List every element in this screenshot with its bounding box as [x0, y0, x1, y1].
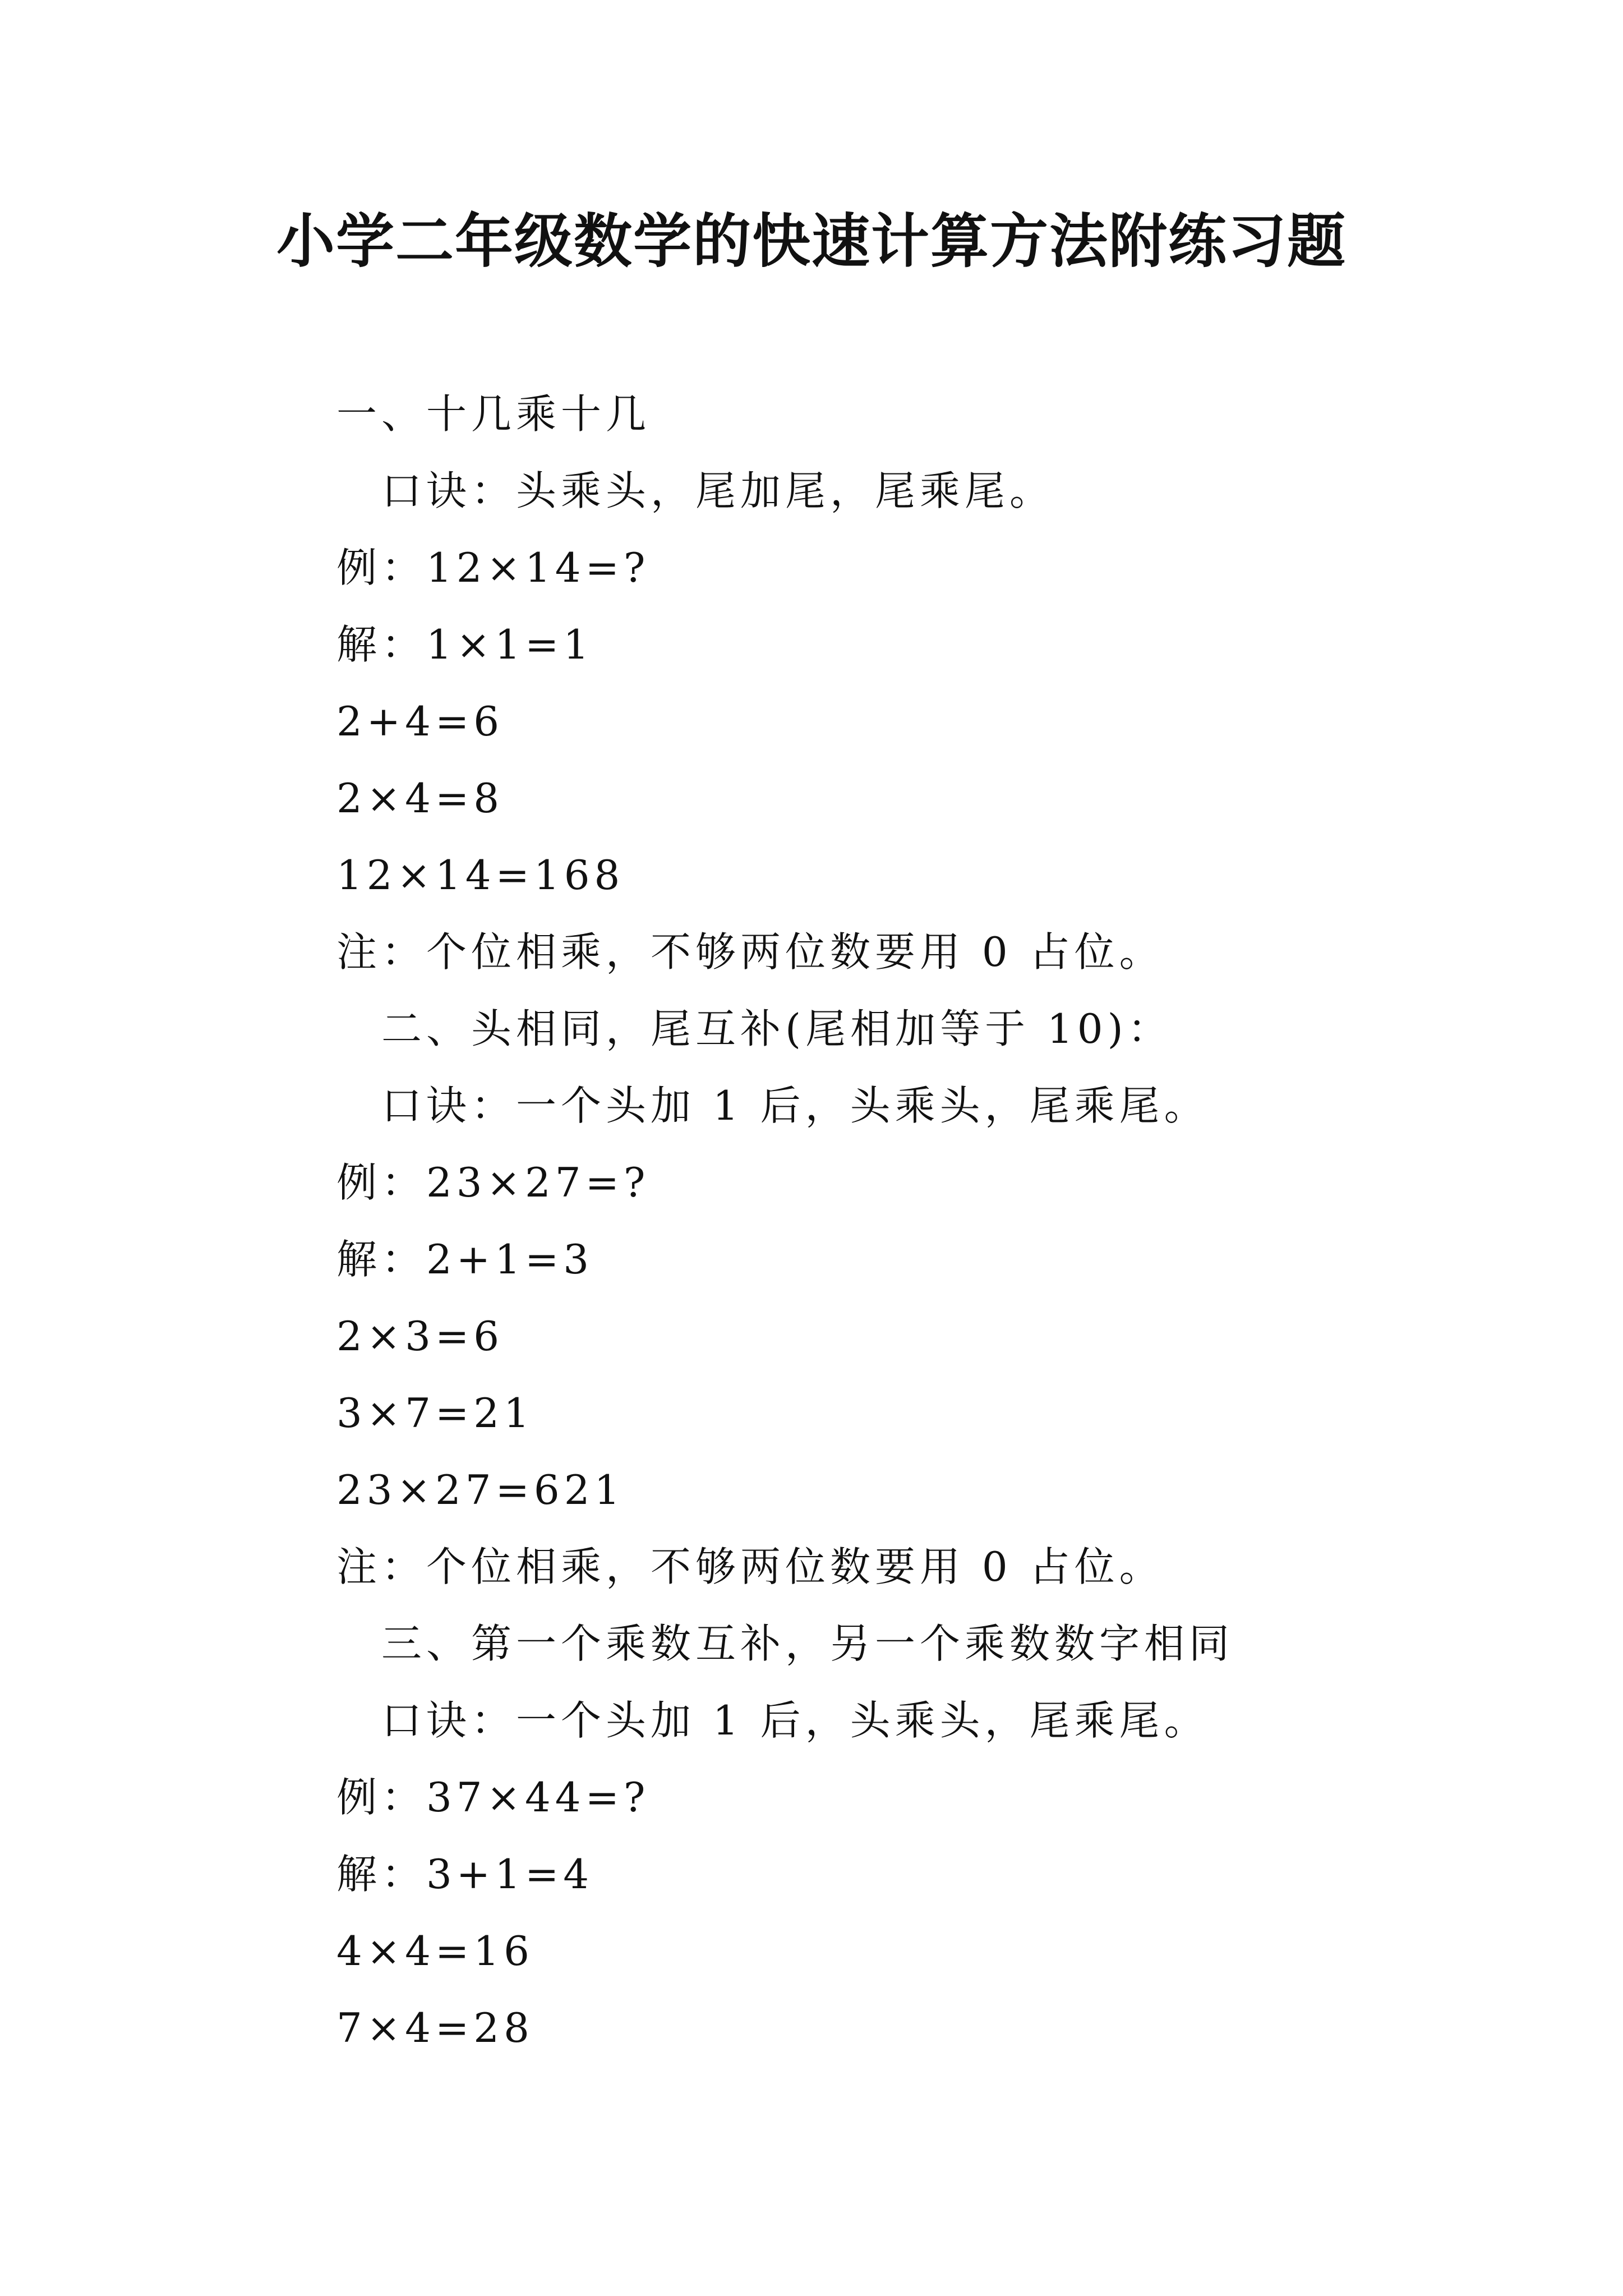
solution-line: 解：3+1=4 — [336, 1851, 594, 1898]
solution-step: 2+4=6 — [336, 698, 504, 745]
solution-step: 2×4=8 — [336, 775, 504, 822]
example-line: 例：23×27=? — [336, 1159, 650, 1206]
note-line: 注：个位相乘，不够两位数要用 0 占位。 — [336, 1543, 1164, 1590]
solution-result: 12×14=168 — [336, 852, 625, 899]
document-title: 小学二年级数学的快速计算方法附练习题 — [276, 207, 1347, 275]
section-heading-1: 一、十几乘十几 — [336, 390, 651, 438]
solution-step: 2×3=6 — [336, 1313, 504, 1360]
example-line: 例：37×44=? — [336, 1774, 650, 1821]
solution-step: 7×4=28 — [336, 2004, 534, 2051]
mnemonic-line: 口诀：一个头加 1 后，头乘头，尾乘尾。 — [381, 1697, 1209, 1744]
solution-line: 解：2+1=3 — [336, 1236, 594, 1283]
document-body — [336, 376, 1514, 2067]
solution-step: 3×7=21 — [336, 1389, 534, 1437]
solution-step: 4×4=16 — [336, 1927, 534, 1975]
note-line: 注：个位相乘，不够两位数要用 0 占位。 — [336, 928, 1164, 976]
mnemonic-line: 口诀：一个头加 1 后，头乘头，尾乘尾。 — [381, 1082, 1209, 1129]
solution-line: 解：1×1=1 — [336, 621, 594, 668]
section-heading-2: 二、头相同，尾互补(尾相加等于 10)： — [381, 1005, 1173, 1052]
section-heading-3: 三、第一个乘数互补，另一个乘数数字相同 — [381, 1620, 1234, 1667]
solution-result: 23×27=621 — [336, 1466, 625, 1513]
mnemonic-line: 口诀：头乘头，尾加尾，尾乘尾。 — [381, 467, 1055, 514]
example-line: 例：12×14=? — [336, 544, 650, 591]
